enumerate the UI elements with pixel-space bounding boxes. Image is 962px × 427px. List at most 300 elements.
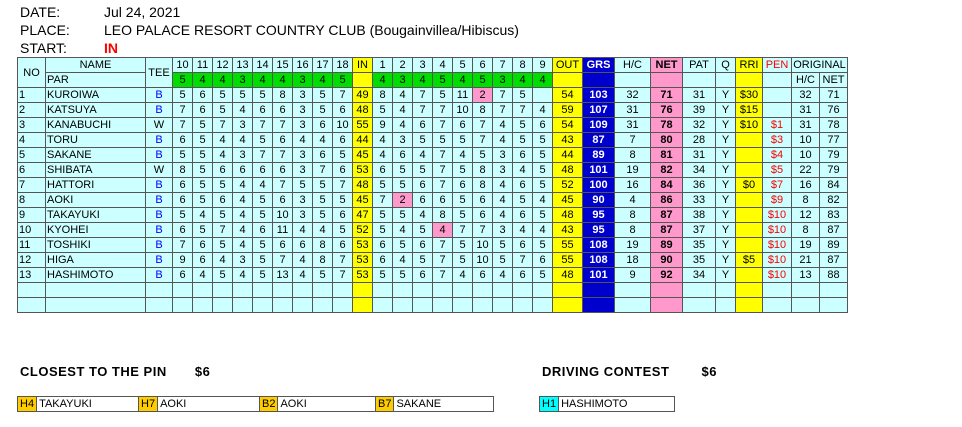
hole-score: 5 bbox=[253, 133, 273, 148]
hole-score: 5 bbox=[193, 163, 213, 178]
hole-score: 7 bbox=[333, 178, 353, 193]
putts: 28 bbox=[683, 133, 716, 148]
col-pat: PAT bbox=[683, 58, 716, 73]
empty-row bbox=[18, 283, 848, 298]
player-name: HATTORI bbox=[46, 178, 146, 193]
hole-score: 5 bbox=[333, 148, 353, 163]
player-name: HASHIMOTO bbox=[46, 268, 146, 283]
hole-score: 5 bbox=[393, 268, 413, 283]
orig-net: 82 bbox=[820, 193, 848, 208]
hole-score: 7 bbox=[433, 103, 453, 118]
empty-cell bbox=[373, 298, 393, 313]
rri: $15 bbox=[736, 103, 763, 118]
hole-score: 4 bbox=[233, 238, 253, 253]
empty-cell bbox=[792, 298, 820, 313]
hole-score: 7 bbox=[473, 133, 493, 148]
empty-cell bbox=[533, 283, 553, 298]
hole-tag: H1 bbox=[540, 397, 559, 411]
par-value: 4 bbox=[513, 73, 533, 88]
hole-tag: B2 bbox=[260, 397, 278, 411]
orig-hc: 12 bbox=[792, 208, 820, 223]
hole-score: 3 bbox=[493, 163, 513, 178]
col-orig-net: NET bbox=[820, 73, 848, 88]
qualified: Y bbox=[716, 223, 736, 238]
putts: 31 bbox=[683, 88, 716, 103]
hole-score: 3 bbox=[393, 133, 413, 148]
out-total: 43 bbox=[553, 133, 583, 148]
rri: $5 bbox=[736, 253, 763, 268]
scorecard-body bbox=[18, 58, 848, 313]
hole-score: 4 bbox=[413, 148, 433, 163]
col-out: OUT bbox=[553, 58, 583, 73]
hole-score: 5 bbox=[213, 178, 233, 193]
hole-score: 5 bbox=[253, 193, 273, 208]
hole-score: 8 bbox=[473, 163, 493, 178]
hole-score: 6 bbox=[273, 193, 293, 208]
hole-score: 6 bbox=[173, 193, 193, 208]
hole-score: 6 bbox=[173, 178, 193, 193]
orig-hc: 31 bbox=[792, 118, 820, 133]
gross-score: 108 bbox=[583, 253, 615, 268]
qualified: Y bbox=[716, 133, 736, 148]
hole-score: 4 bbox=[233, 208, 253, 223]
putts: 33 bbox=[683, 193, 716, 208]
penalty bbox=[763, 88, 792, 103]
hole-score: 4 bbox=[393, 88, 413, 103]
penalty: $10 bbox=[763, 238, 792, 253]
empty-cell bbox=[736, 298, 763, 313]
orig-net: 79 bbox=[820, 148, 848, 163]
table-row bbox=[18, 88, 848, 103]
table-row bbox=[18, 133, 848, 148]
hole-score: 5 bbox=[413, 163, 433, 178]
hole-score: 6 bbox=[273, 238, 293, 253]
player-name: AOKI bbox=[46, 193, 146, 208]
out-total: 55 bbox=[553, 253, 583, 268]
orig-hc: 19 bbox=[792, 238, 820, 253]
par-grs bbox=[583, 73, 615, 88]
empty-cell bbox=[173, 298, 193, 313]
net-score: 87 bbox=[651, 223, 683, 238]
empty-cell bbox=[333, 283, 353, 298]
hole-score: 5 bbox=[373, 178, 393, 193]
hole-score: 7 bbox=[473, 223, 493, 238]
orig-net: 78 bbox=[820, 118, 848, 133]
hole-score bbox=[533, 88, 553, 103]
closest-entries bbox=[17, 396, 494, 412]
empty-cell bbox=[820, 298, 848, 313]
hole-score: 9 bbox=[173, 253, 193, 268]
hole-score: 5 bbox=[533, 268, 553, 283]
par-pat bbox=[683, 73, 716, 88]
empty-cell bbox=[716, 283, 736, 298]
hole-score: 5 bbox=[413, 133, 433, 148]
driving-entries bbox=[539, 396, 675, 412]
hole-score: 9 bbox=[373, 118, 393, 133]
rri bbox=[736, 193, 763, 208]
col-hole: 16 bbox=[293, 58, 313, 73]
hole-score: 6 bbox=[333, 163, 353, 178]
hole-score: 5 bbox=[453, 163, 473, 178]
hole-score: 10 bbox=[273, 208, 293, 223]
hole-score: 4 bbox=[233, 178, 253, 193]
hole-score: 7 bbox=[473, 118, 493, 133]
empty-cell bbox=[493, 283, 513, 298]
handicap: 7 bbox=[615, 133, 651, 148]
net-score: 87 bbox=[651, 208, 683, 223]
empty-cell bbox=[533, 298, 553, 313]
putts: 34 bbox=[683, 268, 716, 283]
hole-score: 7 bbox=[453, 223, 473, 238]
handicap: 31 bbox=[615, 103, 651, 118]
col-in: IN bbox=[353, 58, 373, 73]
player-name: SAKANE bbox=[46, 148, 146, 163]
hole-score: 6 bbox=[173, 133, 193, 148]
handicap: 4 bbox=[615, 193, 651, 208]
hole-score: 4 bbox=[493, 193, 513, 208]
empty-cell bbox=[333, 298, 353, 313]
hole-score: 4 bbox=[393, 253, 413, 268]
gross-score: 90 bbox=[583, 193, 615, 208]
hole-score: 5 bbox=[513, 88, 533, 103]
col-hole: 18 bbox=[333, 58, 353, 73]
date-label: DATE: bbox=[20, 4, 61, 20]
out-total: 48 bbox=[553, 268, 583, 283]
hole-score: 6 bbox=[373, 238, 393, 253]
hole-score: 5 bbox=[213, 103, 233, 118]
table-row bbox=[18, 253, 848, 268]
hole-score: 5 bbox=[373, 268, 393, 283]
hole-score: 4 bbox=[513, 163, 533, 178]
player-no: 2 bbox=[18, 103, 46, 118]
hole-score: 5 bbox=[473, 148, 493, 163]
out-total: 54 bbox=[553, 118, 583, 133]
date-row bbox=[20, 4, 180, 20]
hole-score: 6 bbox=[333, 238, 353, 253]
hole-score: 3 bbox=[293, 148, 313, 163]
start-label: START: bbox=[20, 40, 67, 56]
out-total: 43 bbox=[553, 223, 583, 238]
par-value: 4 bbox=[533, 73, 553, 88]
penalty: $1 bbox=[763, 118, 792, 133]
player-tee: B bbox=[146, 88, 173, 103]
par-value: 4 bbox=[273, 73, 293, 88]
hole-score: 5 bbox=[213, 88, 233, 103]
hole-score: 7 bbox=[173, 103, 193, 118]
player-tee: B bbox=[146, 133, 173, 148]
hole-score: 4 bbox=[293, 223, 313, 238]
hole-score: 4 bbox=[313, 133, 333, 148]
out-total: 55 bbox=[553, 238, 583, 253]
hole-score: 7 bbox=[513, 253, 533, 268]
hole-score: 4 bbox=[393, 223, 413, 238]
empty-cell bbox=[413, 298, 433, 313]
hole-score: 6 bbox=[293, 238, 313, 253]
hole-score: 5 bbox=[533, 178, 553, 193]
empty-cell bbox=[583, 298, 615, 313]
out-total: 44 bbox=[553, 148, 583, 163]
hole-score: 7 bbox=[333, 88, 353, 103]
qualified: Y bbox=[716, 253, 736, 268]
hole-score: 4 bbox=[413, 208, 433, 223]
putts: 32 bbox=[683, 118, 716, 133]
hole-score: 6 bbox=[473, 193, 493, 208]
hole-tag: H7 bbox=[139, 397, 158, 411]
hole-score: 5 bbox=[253, 238, 273, 253]
hole-score: 3 bbox=[493, 148, 513, 163]
hole-score: 5 bbox=[193, 148, 213, 163]
hole-score: 4 bbox=[493, 268, 513, 283]
hole-score: 5 bbox=[253, 253, 273, 268]
hole-score: 5 bbox=[233, 88, 253, 103]
par-value: 4 bbox=[313, 73, 333, 88]
hole-score: 8 bbox=[473, 178, 493, 193]
hole-score: 3 bbox=[293, 208, 313, 223]
col-q: Q bbox=[716, 58, 736, 73]
closest-title-text: CLOSEST TO THE PIN bbox=[20, 364, 167, 379]
qualified: Y bbox=[716, 103, 736, 118]
putts: 34 bbox=[683, 163, 716, 178]
net-score: 82 bbox=[651, 163, 683, 178]
hole-score: 5 bbox=[413, 253, 433, 268]
orig-hc: 31 bbox=[792, 103, 820, 118]
orig-hc: 8 bbox=[792, 223, 820, 238]
handicap: 19 bbox=[615, 238, 651, 253]
empty-cell bbox=[233, 298, 253, 313]
hole-score: 8 bbox=[173, 163, 193, 178]
player-name: KANABUCHI bbox=[46, 118, 146, 133]
hole-score: 7 bbox=[273, 118, 293, 133]
putts: 37 bbox=[683, 223, 716, 238]
winner-name: AOKI bbox=[160, 398, 187, 410]
col-hole: 7 bbox=[493, 58, 513, 73]
player-tee: B bbox=[146, 103, 173, 118]
hole-score: 5 bbox=[393, 208, 413, 223]
hole-score: 4 bbox=[293, 253, 313, 268]
hole-score: 5 bbox=[193, 193, 213, 208]
hole-score: 10 bbox=[333, 118, 353, 133]
hole-score: 5 bbox=[173, 208, 193, 223]
winner-name: TAKAYUKI bbox=[39, 398, 92, 410]
winner-name: AOKI bbox=[280, 398, 307, 410]
hole-score: 5 bbox=[293, 178, 313, 193]
gross-score: 103 bbox=[583, 88, 615, 103]
putts: 35 bbox=[683, 253, 716, 268]
hole-score: 2 bbox=[473, 88, 493, 103]
hole-score: 5 bbox=[313, 103, 333, 118]
hole-score: 5 bbox=[393, 163, 413, 178]
hole-score: 5 bbox=[313, 88, 333, 103]
rri bbox=[736, 268, 763, 283]
hole-score: 7 bbox=[433, 178, 453, 193]
net-score: 71 bbox=[651, 88, 683, 103]
par-value: 4 bbox=[253, 73, 273, 88]
hole-score: 7 bbox=[433, 268, 453, 283]
putts: 38 bbox=[683, 208, 716, 223]
start-value: IN bbox=[104, 40, 118, 56]
par-value: 4 bbox=[213, 73, 233, 88]
hole-score: 6 bbox=[253, 163, 273, 178]
col-hole: 4 bbox=[433, 58, 453, 73]
hole-score: 6 bbox=[473, 208, 493, 223]
putts: 31 bbox=[683, 148, 716, 163]
hole-score: 4 bbox=[233, 133, 253, 148]
par-q bbox=[716, 73, 736, 88]
empty-cell bbox=[313, 298, 333, 313]
rri bbox=[736, 238, 763, 253]
gross-score: 101 bbox=[583, 268, 615, 283]
empty-cell bbox=[763, 298, 792, 313]
putts: 36 bbox=[683, 178, 716, 193]
hole-score: 4 bbox=[533, 103, 553, 118]
hole-score: 5 bbox=[453, 238, 473, 253]
gross-score: 101 bbox=[583, 163, 615, 178]
col-hole: 6 bbox=[473, 58, 493, 73]
gross-score: 108 bbox=[583, 238, 615, 253]
orig-hc: 22 bbox=[792, 163, 820, 178]
hole-score: 7 bbox=[433, 118, 453, 133]
hole-score: 5 bbox=[253, 268, 273, 283]
winner-name: SAKANE bbox=[396, 398, 442, 410]
hole-score: 5 bbox=[533, 163, 553, 178]
hole-score: 4 bbox=[193, 268, 213, 283]
hole-score: 11 bbox=[273, 223, 293, 238]
par-value: 3 bbox=[293, 73, 313, 88]
orig-hc: 21 bbox=[792, 253, 820, 268]
col-hole: 13 bbox=[233, 58, 253, 73]
par-value: 4 bbox=[373, 73, 393, 88]
empty-cell bbox=[651, 298, 683, 313]
hole-score: 5 bbox=[333, 193, 353, 208]
orig-hc: 32 bbox=[792, 88, 820, 103]
empty-cell bbox=[213, 283, 233, 298]
hole-score: 7 bbox=[373, 193, 393, 208]
hole-score: 4 bbox=[213, 133, 233, 148]
hole-score: 10 bbox=[473, 238, 493, 253]
hole-tag: B7 bbox=[376, 397, 394, 411]
hole-score: 10 bbox=[453, 103, 473, 118]
table-row bbox=[18, 163, 848, 178]
net-score: 80 bbox=[651, 133, 683, 148]
hole-score: 4 bbox=[493, 178, 513, 193]
hole-score: 13 bbox=[273, 268, 293, 283]
hole-score: 6 bbox=[313, 148, 333, 163]
player-no: 11 bbox=[18, 238, 46, 253]
net-score: 76 bbox=[651, 103, 683, 118]
driving-title bbox=[542, 364, 717, 379]
par-out-total bbox=[553, 73, 583, 88]
handicap: 8 bbox=[615, 208, 651, 223]
penalty: $10 bbox=[763, 223, 792, 238]
empty-cell bbox=[651, 283, 683, 298]
hole-score: 6 bbox=[233, 163, 253, 178]
hole-score: 8 bbox=[473, 103, 493, 118]
hole-score: 5 bbox=[253, 208, 273, 223]
gross-score: 89 bbox=[583, 148, 615, 163]
empty-cell bbox=[146, 298, 173, 313]
empty-cell bbox=[193, 298, 213, 313]
empty-cell bbox=[615, 283, 651, 298]
in-total: 49 bbox=[353, 88, 373, 103]
hole-score: 6 bbox=[193, 103, 213, 118]
closest-entry bbox=[376, 397, 493, 411]
empty-cell bbox=[453, 283, 473, 298]
empty-cell bbox=[18, 298, 46, 313]
hole-score: 6 bbox=[513, 148, 533, 163]
player-name: TOSHIKI bbox=[46, 238, 146, 253]
player-tee: B bbox=[146, 148, 173, 163]
col-hole: 9 bbox=[533, 58, 553, 73]
hole-score: 6 bbox=[333, 133, 353, 148]
empty-cell bbox=[233, 283, 253, 298]
hole-score: 6 bbox=[193, 88, 213, 103]
player-name: TORU bbox=[46, 133, 146, 148]
hole-score: 7 bbox=[493, 88, 513, 103]
col-hole: 15 bbox=[273, 58, 293, 73]
player-tee: B bbox=[146, 238, 173, 253]
hole-tag: H4 bbox=[18, 397, 37, 411]
col-pen: PEN bbox=[763, 58, 792, 73]
hole-score: 7 bbox=[333, 253, 353, 268]
net-score: 81 bbox=[651, 148, 683, 163]
out-total: 59 bbox=[553, 103, 583, 118]
hole-score: 6 bbox=[413, 238, 433, 253]
par-value: 3 bbox=[393, 73, 413, 88]
empty-cell bbox=[193, 283, 213, 298]
empty-row bbox=[18, 298, 848, 313]
empty-cell bbox=[46, 283, 146, 298]
par-row bbox=[18, 73, 848, 88]
place-value: LEO PALACE RESORT COUNTRY CLUB (Bougainvillea/Hibiscus) bbox=[104, 22, 519, 38]
hole-score: 6 bbox=[413, 268, 433, 283]
hole-score: 8 bbox=[433, 208, 453, 223]
hole-score: 4 bbox=[293, 133, 313, 148]
table-row bbox=[18, 268, 848, 283]
orig-hc: 10 bbox=[792, 148, 820, 163]
col-hole: 3 bbox=[413, 58, 433, 73]
hole-score: 7 bbox=[413, 103, 433, 118]
orig-net: 71 bbox=[820, 88, 848, 103]
hole-score: 4 bbox=[533, 193, 553, 208]
date-value: Jul 24, 2021 bbox=[104, 4, 181, 20]
player-no: 1 bbox=[18, 88, 46, 103]
closest-amount: $6 bbox=[194, 364, 211, 379]
driving-title-text: DRIVING CONTEST bbox=[542, 364, 670, 379]
in-total: 52 bbox=[353, 223, 373, 238]
player-tee: B bbox=[146, 193, 173, 208]
hole-score: 6 bbox=[453, 178, 473, 193]
col-hole: 5 bbox=[453, 58, 473, 73]
hole-score: 6 bbox=[433, 193, 453, 208]
net-score: 92 bbox=[651, 268, 683, 283]
table-row bbox=[18, 118, 848, 133]
empty-cell bbox=[473, 298, 493, 313]
in-total: 45 bbox=[353, 148, 373, 163]
player-no: 3 bbox=[18, 118, 46, 133]
hole-score: 6 bbox=[513, 268, 533, 283]
hole-score: 6 bbox=[513, 238, 533, 253]
orig-net: 89 bbox=[820, 238, 848, 253]
hole-score: 8 bbox=[313, 253, 333, 268]
out-total: 54 bbox=[553, 88, 583, 103]
hole-score: 4 bbox=[293, 268, 313, 283]
hole-score: 6 bbox=[173, 223, 193, 238]
rri bbox=[736, 133, 763, 148]
player-name: KYOHEI bbox=[46, 223, 146, 238]
handicap: 8 bbox=[615, 148, 651, 163]
empty-cell bbox=[513, 298, 533, 313]
hole-score: 5 bbox=[453, 133, 473, 148]
